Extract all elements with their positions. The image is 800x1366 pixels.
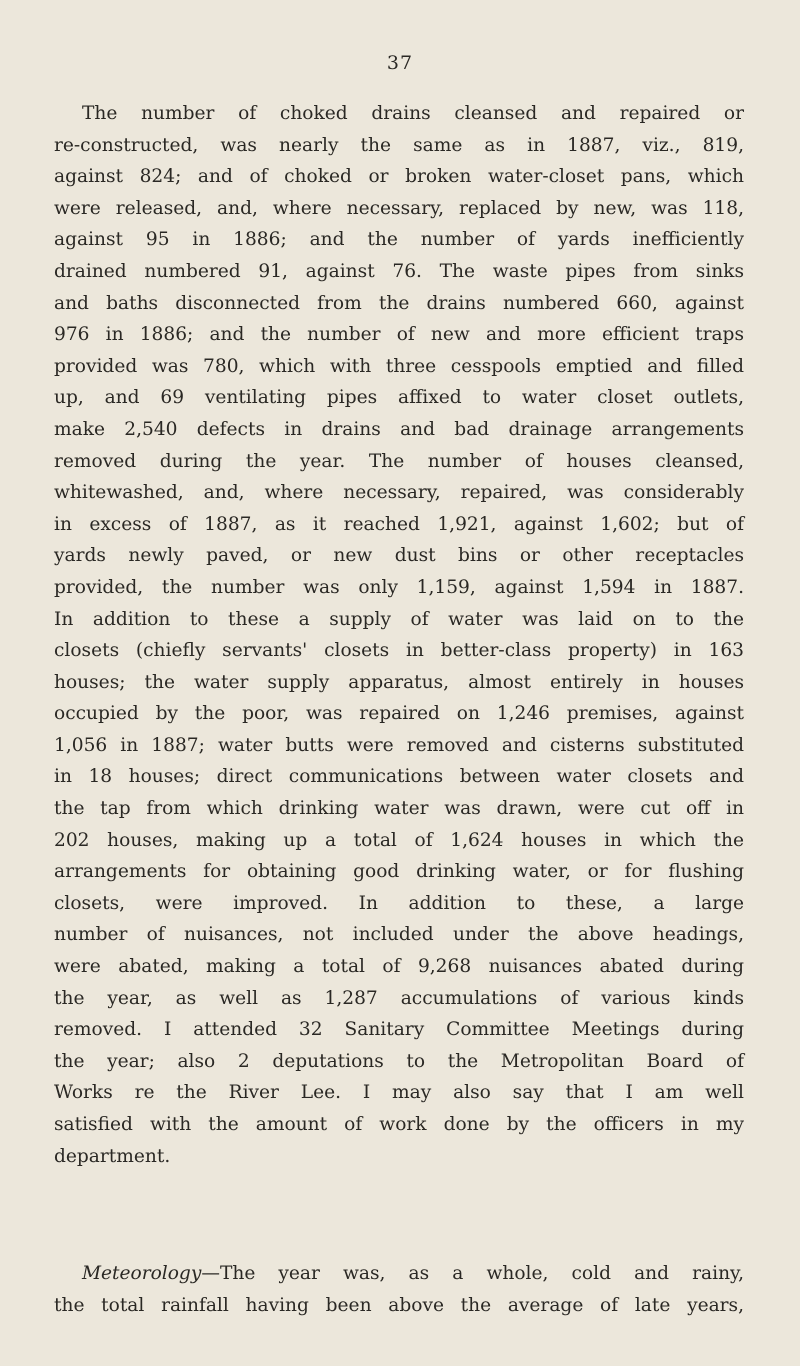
text-line: department. — [54, 1145, 171, 1167]
paragraph-sanitary-work — [54, 98, 744, 1172]
text-line: whitewashed, and, where necessary, repaired, was considerably — [54, 482, 744, 504]
text-line: the year, as well as 1,287 accumulations of various kinds — [54, 987, 744, 1009]
text-line: the year; also 2 deputations to the Metropolitan Board of — [54, 1050, 744, 1072]
text-line: provided was 780, which with three cesspools emptied and filled — [54, 355, 744, 377]
text-line: removed during the year. The number of houses cleansed, — [54, 450, 744, 472]
text-line: provided, the number was only 1,159, against 1,594 in 1887. — [54, 576, 744, 598]
text-line: houses; the water supply apparatus, almost entirely in houses — [54, 671, 744, 693]
text-line: The number of choked drains cleansed and repaired or — [82, 103, 744, 124]
text-line: drained numbered 91, against 76. The waste pipes from sinks — [54, 260, 744, 282]
text-line: the total rainfall having been above the average of late years, — [54, 1294, 744, 1316]
text-line: against 824; and of choked or broken water-closet pans, which — [54, 166, 744, 188]
text-line-rest: —The year was, as a whole, cold and rainy, — [201, 1263, 744, 1284]
text-line: make 2,540 defects in drains and bad drainage arrangements — [54, 418, 744, 440]
text-line — [54, 1258, 744, 1290]
text-line: In addition to these a supply of water was laid on to the — [54, 608, 744, 630]
paragraph-meteorology — [54, 1258, 744, 1321]
text-line: removed. I attended 32 Sanitary Committee Meetings during — [54, 1019, 744, 1041]
text-line: arrangements for obtaining good drinking water, or for flushing — [54, 861, 744, 883]
text-line: yards newly paved, or new dust bins or other receptacles — [54, 545, 744, 567]
text-line: in excess of 1887, as it reached 1,921, against 1,602; but of — [54, 513, 744, 535]
text-line: in 18 houses; direct communications between water closets and — [54, 766, 744, 788]
text-line: 976 in 1886; and the number of new and more efficient traps — [54, 324, 744, 346]
text-line: closets (chiefly servants' closets in better-class property) in 163 — [54, 640, 744, 662]
text-line: 202 houses, making up a total of 1,624 houses in which the — [54, 829, 744, 851]
text-line: re-constructed, was nearly the same as in 1887, viz., 819, — [54, 134, 744, 156]
page-number: 37 — [386, 52, 414, 74]
text-line: number of nuisances, not included under the above headings, — [54, 924, 744, 946]
text-line: occupied by the poor, was repaired on 1,246 premises, against — [54, 703, 744, 725]
text-line: and baths disconnected from the drains numbered 660, against — [54, 292, 744, 314]
text-line: 1,056 in 1887; water butts were removed and cisterns substituted — [54, 734, 744, 756]
text-line: were released, and, where necessary, replaced by new, was 118, — [54, 197, 744, 219]
text-line: up, and 69 ventilating pipes affixed to water closet outlets, — [54, 387, 744, 409]
text-line: closets, were improved. In addition to these, a large — [54, 892, 744, 914]
text-line: satisfied with the amount of work done by the officers in my — [54, 1114, 744, 1135]
text-line: the tap from which drinking water was drawn, were cut off in — [54, 798, 744, 820]
section-heading-meteorology: Meteorology — [82, 1263, 202, 1284]
text-line: Works re the River Lee. I may also say that I am well — [54, 1082, 744, 1104]
text-line: against 95 in 1886; and the number of yards inefficiently — [54, 229, 744, 251]
text-line: were abated, making a total of 9,268 nuisances abated during — [54, 956, 744, 978]
